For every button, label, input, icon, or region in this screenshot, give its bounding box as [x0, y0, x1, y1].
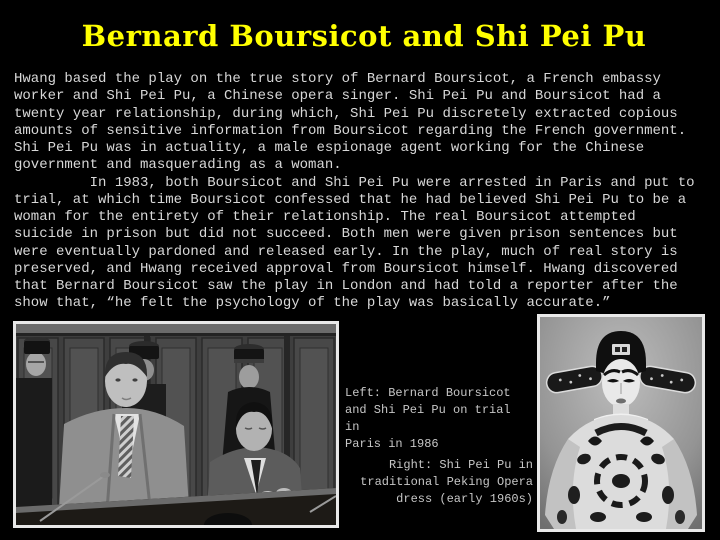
body-paragraph-1: Hwang based the play on the true story of Bernard Boursicot, a French embassy worker and Shi Pei Pu, a Chinese opera singer. Shi Pei Pu and Boursicot had a twenty year relationship, during which, Shi Pei Pu discretely extracted copious amounts of sensitive information from Boursicot regarding the French government. Shi Pei Pu was in actuality, a male espionage agent working for the Chinese government and masquerading as a woman. — [14, 71, 687, 174]
opera-photo — [537, 314, 705, 532]
courtroom-photo-image — [16, 324, 336, 525]
slide-title: Bernard Boursicot and Shi Pei Pu — [81, 19, 647, 53]
courtroom-photo — [13, 321, 339, 528]
body-paragraph-2: In 1983, both Boursicot and Shi Pei Pu were arrested in Paris and put to trial, at which time Boursicot confessed that he had believed Shi Pei Pu to be a woman for the entirety of their relationship. The real Boursicot attempted suicide in prison but did not succeed. Both men were given prison sentences but were eventually pardoned and released early. In the play, much of real story is preserved, and Hwang received approval from Boursicot himself. Hwang discovered that Bernard Boursicot saw the play in London and had told a reporter after the show that, “he felt the psychology of the play was basically accurate.” — [14, 174, 695, 312]
body-text — [14, 71, 695, 313]
opera-face — [602, 359, 640, 407]
right-photo-caption: Right: Shi Pei Pu in traditional Peking Opera dress (early 1960s) — [360, 458, 533, 506]
left-photo-caption: Left: Bernard Boursicot and Shi Pei Pu on trial in Paris in 1986 — [345, 386, 511, 451]
opera-photo-image — [540, 317, 702, 529]
